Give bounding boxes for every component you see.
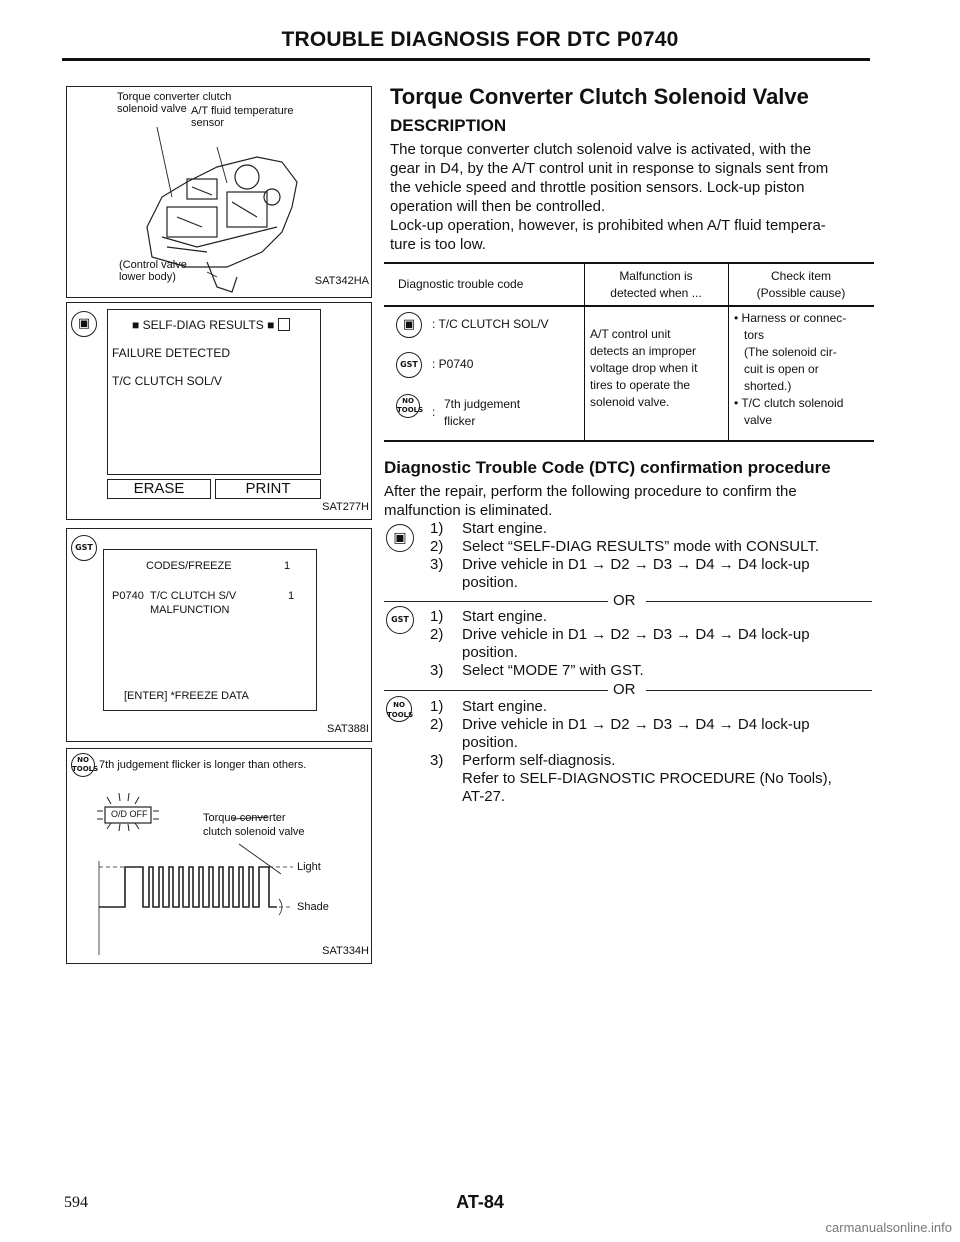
failure-detected-text: FAILURE DETECTED — [112, 346, 231, 360]
watermark: carmanualsonline.info — [825, 1220, 952, 1235]
print-label: PRINT — [245, 480, 291, 497]
box-icon — [278, 318, 290, 331]
gst-step-number: 3) — [430, 662, 444, 679]
dtc-code: P0740 — [112, 590, 144, 602]
page-number: 594 — [64, 1194, 88, 1211]
figure-flicker — [66, 748, 372, 964]
description-line: ture is too low. — [390, 236, 486, 253]
or-label: OR — [613, 681, 636, 698]
shade-label: Shade — [297, 901, 329, 913]
or-divider — [384, 690, 608, 691]
no-tools-step: Perform self-diagnosis. Refer to SELF-DIAGNOSTIC PROCEDURE (No Tools), AT-27. — [462, 752, 832, 805]
check-items-text: • Harness or connec- tors (The solenoid cir- cuit is open or shorted.) • T/C clutch solenoid valve — [734, 311, 847, 427]
header-rule — [62, 58, 870, 61]
or-divider — [646, 690, 872, 691]
figure-gst-screen — [66, 528, 372, 742]
consult-step-number: 1) — [430, 520, 444, 537]
codes-freeze-count: 1 — [284, 560, 291, 572]
consult-icon: ▣ — [386, 524, 414, 552]
square-icon: ■ — [263, 318, 278, 332]
consult-step: Start engine. — [462, 520, 548, 537]
description-line: gear in D4, by the A/T control unit in response to signals sent from — [390, 160, 829, 177]
or-divider — [384, 601, 608, 602]
gst-step: Drive vehicle in D1 → D2 → D3 → D4 → D4 lock-up position. — [462, 626, 810, 661]
no-tools-icon: NO TOOLS — [71, 753, 95, 777]
page-title: TROUBLE DIAGNOSIS FOR DTC P0740 — [281, 28, 679, 51]
table-top-rule — [384, 262, 874, 264]
description-line: operation will then be controlled. — [390, 198, 606, 215]
enter-freeze-data: [ENTER] *FREEZE DATA — [124, 690, 249, 702]
consult-step: Select “SELF-DIAG RESULTS” mode with CONSULT. — [462, 538, 820, 555]
figure-consult-screen — [66, 302, 372, 520]
flicker-note: 7th judgement flicker is longer than others. — [99, 759, 307, 771]
figure-code: SAT388I — [327, 723, 369, 735]
col-header-check: Check item (Possible cause) — [756, 269, 846, 300]
figure-code: SAT342HA — [314, 275, 369, 287]
gst-icon: GST — [386, 606, 414, 634]
no-tools-icon: NO TOOLS — [396, 394, 420, 418]
dtc-gst: : P0740 — [432, 357, 474, 371]
no-tools-step-number: 1) — [430, 698, 444, 715]
figure-transmission — [66, 86, 372, 298]
dtc-intro-line: After the repair, perform the following procedure to confirm the — [384, 483, 797, 500]
codes-freeze-header: CODES/FREEZE — [146, 560, 232, 572]
square-icon: ■ — [132, 318, 143, 332]
table-col-divider — [728, 262, 729, 440]
gst-step-number: 2) — [430, 626, 444, 643]
table-col-divider — [584, 262, 585, 440]
erase-label: ERASE — [133, 480, 185, 497]
section-title: Torque Converter Clutch Solenoid Valve — [390, 84, 809, 109]
dtc-no-tools-colon: : — [432, 405, 436, 419]
gst-step-number: 1) — [430, 608, 444, 625]
figure-code: SAT277H — [322, 501, 369, 513]
page-code: AT-84 — [456, 1192, 504, 1212]
table-bottom-rule — [384, 440, 874, 442]
screen-title: SELF-DIAG RESULTS — [142, 318, 264, 332]
no-tools-step: Start engine. — [462, 698, 548, 715]
gst-icon: GST — [71, 535, 97, 561]
light-label: Light — [297, 861, 321, 873]
consult-step-number: 2) — [430, 538, 444, 555]
col-header-malfunction: Malfunction is detected when ... — [610, 269, 702, 300]
callout-solenoid-valve: Torque converter clutch solenoid valve — [117, 91, 232, 115]
callout-control-valve: (Control valve lower body) — [119, 259, 187, 283]
table-header-rule — [384, 305, 874, 307]
consult-icon: ▣ — [396, 312, 422, 338]
description-line: The torque converter clutch solenoid valve is activated, with the — [390, 141, 812, 158]
gst-step: Select “MODE 7” with GST. — [462, 662, 644, 679]
no-tools-icon: NO TOOLS — [386, 696, 412, 722]
description-heading: DESCRIPTION — [390, 116, 507, 135]
consult-step: Drive vehicle in D1 → D2 → D3 → D4 → D4 lock-up position. — [462, 556, 810, 591]
or-label: OR — [613, 592, 636, 609]
col-header-dtc: Diagnostic trouble code — [398, 277, 524, 291]
dtc-description-2: MALFUNCTION — [150, 604, 230, 616]
gst-display — [103, 549, 317, 711]
flicker-waveform — [67, 749, 371, 963]
no-tools-step-number: 3) — [430, 752, 444, 769]
malfunction-text: A/T control unit detects an improper voltage drop when it tires to operate the solenoid valve. — [590, 327, 698, 409]
erase-button[interactable] — [107, 479, 211, 499]
print-button[interactable] — [215, 479, 321, 499]
description-line: Lock-up operation, however, is prohibited when A/T fluid tempera- — [390, 217, 826, 234]
consult-icon: ▣ — [71, 311, 97, 337]
dtc-confirmation-heading: Diagnostic Trouble Code (DTC) confirmation procedure — [384, 458, 831, 477]
consult-step-number: 3) — [430, 556, 444, 573]
gst-icon: GST — [396, 352, 422, 378]
callout-torque-converter: Torque converter clutch solenoid valve — [203, 812, 305, 838]
consult-display — [107, 309, 321, 475]
no-tools-step-number: 2) — [430, 716, 444, 733]
dtc-description: T/C CLUTCH S/V — [150, 590, 237, 602]
dtc-intro-line: malfunction is eliminated. — [384, 502, 553, 519]
no-tools-step: Drive vehicle in D1 → D2 → D3 → D4 → D4 lock-up position. — [462, 716, 810, 751]
callout-fluid-temp-sensor: A/T fluid temperature sensor — [191, 105, 294, 129]
description-line: the vehicle speed and throttle position sensors. Lock-up piston — [390, 179, 805, 196]
tc-clutch-text: T/C CLUTCH SOL/V — [112, 374, 223, 388]
gst-step: Start engine. — [462, 608, 548, 625]
figure-code: SAT334H — [322, 945, 369, 957]
dtc-no-tools: 7th judgement flicker — [444, 397, 521, 428]
dtc-consult: : T/C CLUTCH SOL/V — [432, 317, 549, 331]
od-off-label: O/D OFF — [111, 809, 148, 819]
dtc-count: 1 — [288, 590, 295, 602]
or-divider — [646, 601, 872, 602]
